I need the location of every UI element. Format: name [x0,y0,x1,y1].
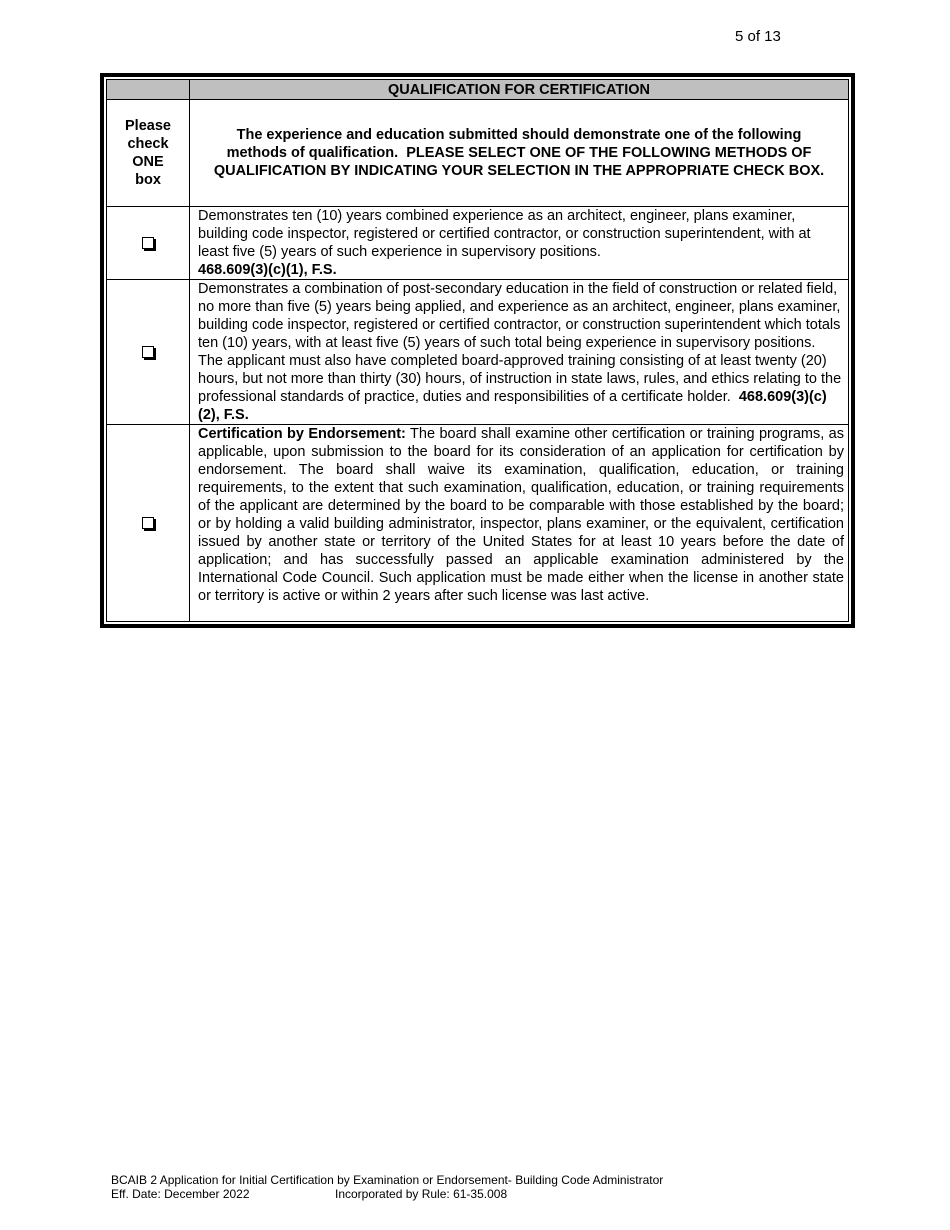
option-row [107,207,849,280]
page-number: 5 of 13 [735,28,781,45]
check-label-line: box [135,172,161,188]
instructions-normal: The experience and education submitted should demonstrate one of the following methods of qualification. [226,127,802,161]
qualification-table [100,73,855,628]
option-2-text [190,280,849,425]
option-text: Demonstrates a combination of post-secondary education in the field of construction or related field, no more than five (5) years being applied, and experience as an architect, engineer, plans examiner, building code inspector, registered or certified contractor, or construction superintendent which totals ten (10) years, with at least five (5) years of such total being experience in supervisory positions. The applicant must also have completed board-approved training consisting of at least twenty (20) hours, but not more than thirty (30) hours, of instruction in state laws, rules, and ethics relating to the professional standards of practice, duties and responsibilities of a certificate holder. [198,281,842,405]
option-citation: 468.609(3)(c)(2), F.S. [198,389,827,423]
option-row [107,425,849,622]
check-instruction [107,100,190,207]
option-1-text [190,207,849,280]
option-3-checkbox[interactable] [142,517,154,529]
check-label-line: Please [125,118,171,134]
option-1-checkbox-cell [107,207,190,280]
instructions-text [190,100,849,207]
table-header: QUALIFICATION FOR CERTIFICATION [190,80,849,100]
page-footer [111,1173,663,1201]
option-3-text [190,425,849,622]
option-lead: Certification by Endorsement: [198,426,406,442]
footer-rule: Incorporated by Rule: 61-35.008 [335,1187,508,1201]
footer-eff-date: Eff. Date: December 2022 [111,1187,250,1201]
option-citation: 468.609(3)(c)(1), F.S. [198,262,337,278]
option-text: The board shall examine other certification or training programs, as applicable, upon submission to the board for its consideration of an application for certification by endorsement. The board shall waive its examination, qualification, education, or training requirements, to the extent that such examination, qualification, education, or training requirements of the applicant are determined by the board to be comparable with those established by the board; or by holding a valid building administrator, inspector, plans examiner, or the equivalent, certification issued by another state or territory of the United States for at least 10 years before the date of application; and has successfully passed an applicable examination administered by the International Code Council. Such application must be made either when the license in another state or territory is active or within 2 years after such license was last active. [198,426,844,604]
option-2-checkbox-cell [107,280,190,425]
header-blank-cell [107,80,190,100]
option-3-checkbox-cell [107,425,190,622]
option-row [107,280,849,425]
option-2-checkbox[interactable] [142,346,154,358]
instructions-caps: PLEASE SELECT ONE OF THE FOLLOWING METHODS OF QUALIFICATION BY INDICATING YOUR SELECTION IN THE APPROPRIATE CHECK BOX. [213,145,825,179]
option-1-checkbox[interactable] [142,237,154,249]
check-label-line: check [127,136,169,152]
footer-form-title: BCAIB 2 Application for Initial Certification by Examination or Endorsement- Building Code Administrator [111,1173,664,1187]
check-label-line: ONE [132,154,164,170]
option-text: Demonstrates ten (10) years combined experience as an architect, engineer, plans examiner, building code inspector, registered or certified contractor, or construction superintendent, with at least five (5) years of such experience in supervisory positions. [198,208,811,260]
